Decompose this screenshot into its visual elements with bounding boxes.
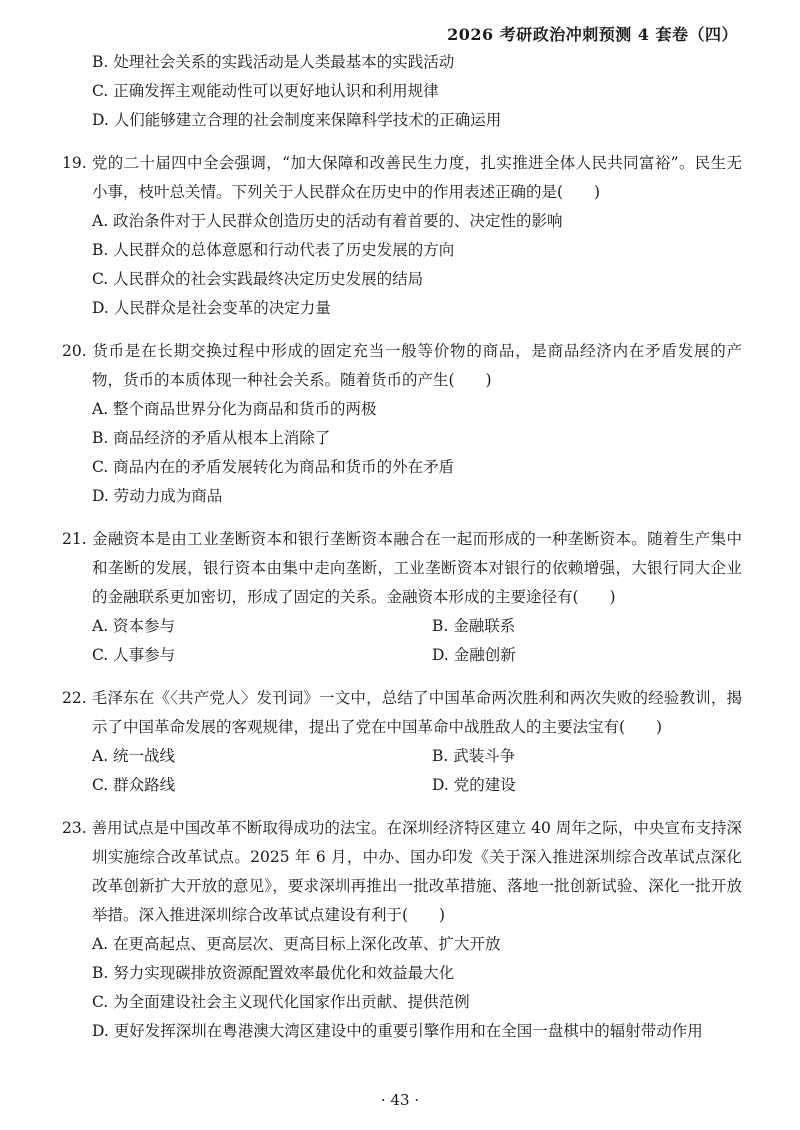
carryover-options	[62, 48, 742, 135]
question-20	[62, 337, 742, 511]
option-d: D. 党的建设	[432, 776, 516, 794]
option-d: D. 人民群众是社会变革的决定力量	[92, 299, 331, 317]
option-d: D. 金融创新	[432, 646, 516, 664]
question-stem: 19. 党的二十届四中全会强调，“加大保障和改善民生力度，扎实推进全体人民共同富裕”。民生无小事，枝叶总关情。下列关于人民群众在历史中的作用表述正确的是( )	[62, 154, 742, 201]
question-21	[62, 525, 742, 670]
question-stem: 22. 毛泽东在《〈共产党人〉发刊词》一文中，总结了中国革命两次胜利和两次失败的经验教训，揭示了中国革命发展的客观规律，提出了党在中国革命中战胜敌人的主要法宝有( )	[62, 689, 742, 736]
question-19	[62, 149, 742, 323]
options-row	[62, 612, 742, 641]
question-23	[62, 814, 742, 1046]
options-row	[62, 641, 742, 670]
option-b: B. 商品经济的矛盾从根本上消除了	[92, 429, 331, 447]
option-a: A. 在更高起点、更高层次、更高目标上深化改革、扩大开放	[92, 935, 501, 953]
page-header-title: 2026 考研政治冲刺预测 4 套卷（四）	[447, 25, 738, 44]
option-b: B. 金融联系	[432, 617, 516, 635]
option-c: C. 商品内在的矛盾发展转化为商品和货币的外在矛盾	[92, 458, 455, 476]
question-stem: 20. 货币是在长期交换过程中形成的固定充当一般等价物的商品，是商品经济内在矛盾发展的产物，货币的本质体现一种社会关系。随着货币的产生( )	[62, 342, 742, 389]
option-a: A. 整个商品世界分化为商品和货币的两极	[92, 400, 377, 418]
options-row	[62, 771, 742, 800]
option-b: B. 处理社会关系的实践活动是人类最基本的实践活动	[92, 53, 455, 71]
option-d: D. 劳动力成为商品	[92, 487, 223, 505]
option-c: C. 群众路线	[92, 776, 176, 794]
option-c: C. 正确发挥主观能动性可以更好地认识和利用规律	[92, 82, 439, 100]
option-d: D. 人们能够建立合理的社会制度来保障科学技术的正确运用	[92, 111, 502, 129]
question-content	[62, 48, 742, 1046]
option-b: B. 人民群众的总体意愿和行动代表了历史发展的方向	[92, 241, 455, 259]
option-d: D. 更好发挥深圳在粤港澳大湾区建设中的重要引擎作用和在全国一盘棋中的辐射带动作用	[92, 1022, 703, 1040]
option-c: C. 为全面建设社会主义现代化国家作出贡献、提供范例	[92, 993, 470, 1011]
option-b: B. 武装斗争	[432, 747, 516, 765]
option-a: A. 统一战线	[92, 747, 176, 765]
page-number: · 43 ·	[380, 1091, 420, 1109]
options-row	[62, 742, 742, 771]
question-stem: 21. 金融资本是由工业垄断资本和银行垄断资本融合在一起而形成的一种垄断资本。随着生产集中和垄断的发展，银行资本由集中走向垄断，工业垄断资本对银行的依赖增强，大银行同大企业的金融联系更加密切，形成了固定的关系。金融资本形成的主要途径有( )	[62, 530, 742, 606]
option-c: C. 人民群众的社会实践最终决定历史发展的结局	[92, 270, 424, 288]
option-b: B. 努力实现碳排放资源配置效率最优化和效益最大化	[92, 964, 455, 982]
option-a: A. 资本参与	[92, 617, 176, 635]
question-22	[62, 684, 742, 800]
option-a: A. 政治条件对于人民群众创造历史的活动有着首要的、决定性的影响	[92, 212, 563, 230]
option-c: C. 人事参与	[92, 646, 176, 664]
question-stem: 23. 善用试点是中国改革不断取得成功的法宝。在深圳经济特区建立 40 周年之际，中央宣布支持深圳实施综合改革试点。2025 年 6 月，中办、国办印发《关于深入推进深圳综合改革试点深化改革创新扩大开放的意见》，要求深圳再推出一批改革措施、落地一批创新试验、深化一批开放举措。深入推进深圳综合改革试点建设有利于( )	[62, 819, 742, 924]
